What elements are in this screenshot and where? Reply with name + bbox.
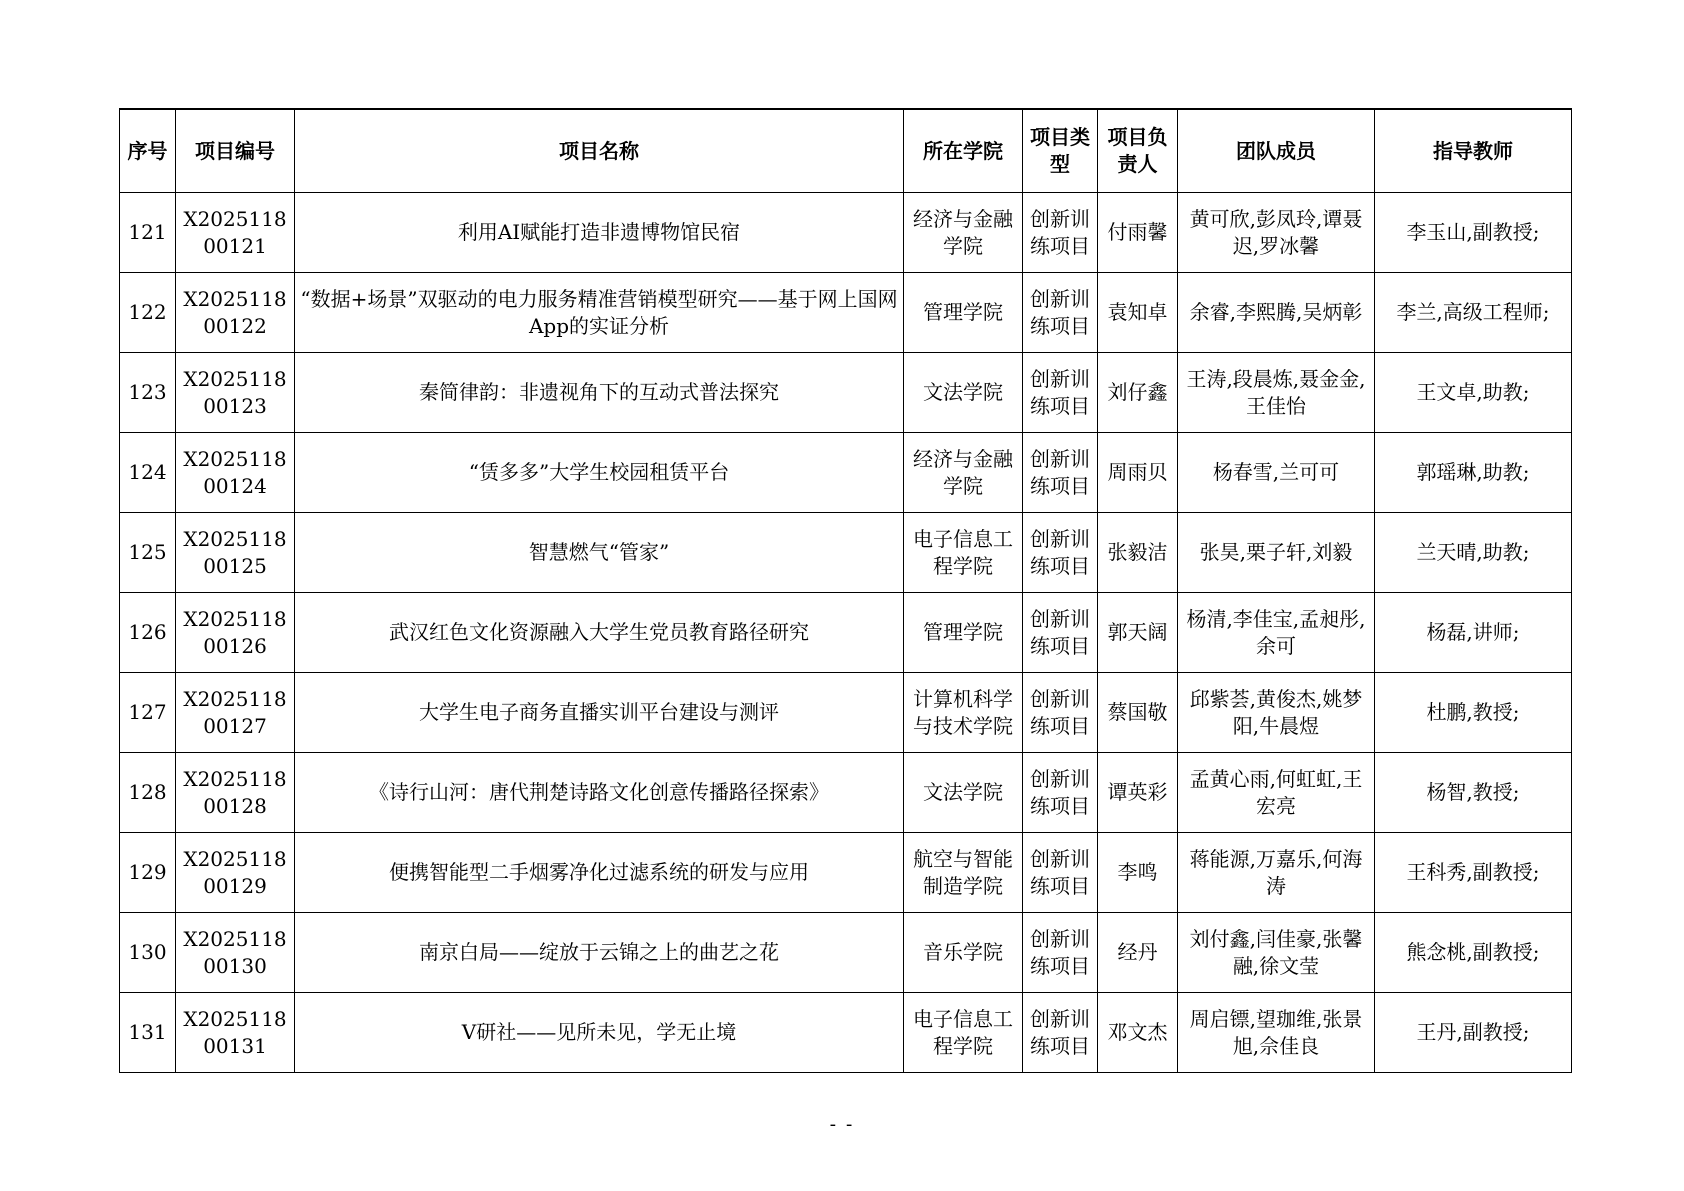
table-row [120,193,1572,273]
table-row [120,753,1572,833]
cell-type: 创新训练项目 [1023,433,1098,513]
cell-advisor: 王科秀,副教授; [1375,833,1572,913]
cell-leader: 付雨馨 [1098,193,1178,273]
cell-code: X202511800129 [176,833,295,913]
cell-code: X202511800121 [176,193,295,273]
header-type: 项目类型 [1023,109,1098,193]
cell-leader: 袁知卓 [1098,273,1178,353]
table-row [120,673,1572,753]
cell-code: X202511800126 [176,593,295,673]
cell-members: 余睿,李熙腾,吴炳彰 [1178,273,1375,353]
cell-type: 创新训练项目 [1023,913,1098,993]
cell-code: X202511800122 [176,273,295,353]
cell-members: 孟黄心雨,何虹虹,王宏亮 [1178,753,1375,833]
cell-code: X202511800125 [176,513,295,593]
cell-seq: 121 [120,193,176,273]
header-advisor: 指导教师 [1375,109,1572,193]
table-row [120,993,1572,1073]
cell-name: 大学生电子商务直播实训平台建设与测评 [295,673,904,753]
cell-type: 创新训练项目 [1023,513,1098,593]
cell-college: 文法学院 [904,753,1023,833]
cell-college: 经济与金融学院 [904,193,1023,273]
cell-leader: 谭英彩 [1098,753,1178,833]
cell-advisor: 熊念桃,副教授; [1375,913,1572,993]
header-college: 所在学院 [904,109,1023,193]
cell-type: 创新训练项目 [1023,273,1098,353]
cell-name: 《诗行山河：唐代荆楚诗路文化创意传播路径探索》 [295,753,904,833]
table-row [120,353,1572,433]
table-row [120,273,1572,353]
cell-college: 管理学院 [904,273,1023,353]
cell-code: X202511800124 [176,433,295,513]
cell-seq: 126 [120,593,176,673]
table-body [120,193,1572,1073]
cell-type: 创新训练项目 [1023,753,1098,833]
header-name: 项目名称 [295,109,904,193]
cell-leader: 刘仔鑫 [1098,353,1178,433]
cell-type: 创新训练项目 [1023,353,1098,433]
cell-leader: 蔡国敬 [1098,673,1178,753]
cell-members: 刘付鑫,闫佳豪,张馨融,徐文莹 [1178,913,1375,993]
cell-college: 文法学院 [904,353,1023,433]
cell-seq: 127 [120,673,176,753]
cell-members: 杨清,李佳宝,孟昶彤,余可 [1178,593,1375,673]
cell-college: 计算机科学与技术学院 [904,673,1023,753]
cell-leader: 经丹 [1098,913,1178,993]
project-table [119,108,1572,1073]
cell-advisor: 杨智,教授; [1375,753,1572,833]
header-seq: 序号 [120,109,176,193]
cell-members: 杨春雪,兰可可 [1178,433,1375,513]
cell-code: X202511800127 [176,673,295,753]
table-row [120,593,1572,673]
cell-advisor: 王丹,副教授; [1375,993,1572,1073]
cell-name: 秦简律韵：非遗视角下的互动式普法探究 [295,353,904,433]
table-row [120,833,1572,913]
cell-members: 张昊,栗子轩,刘毅 [1178,513,1375,593]
cell-name: “数据+场景”双驱动的电力服务精准营销模型研究——基于网上国网App的实证分析 [295,273,904,353]
cell-seq: 129 [120,833,176,913]
cell-name: 智慧燃气“管家” [295,513,904,593]
cell-leader: 郭天阔 [1098,593,1178,673]
cell-seq: 122 [120,273,176,353]
cell-seq: 125 [120,513,176,593]
cell-advisor: 李兰,高级工程师; [1375,273,1572,353]
cell-seq: 123 [120,353,176,433]
cell-advisor: 杨磊,讲师; [1375,593,1572,673]
cell-name: V研社——见所未见，学无止境 [295,993,904,1073]
page-footer-mark: - - [829,1114,855,1135]
cell-seq: 124 [120,433,176,513]
table-row [120,913,1572,993]
cell-advisor: 杜鹏,教授; [1375,673,1572,753]
cell-advisor: 郭瑶琳,助教; [1375,433,1572,513]
cell-type: 创新训练项目 [1023,993,1098,1073]
cell-seq: 128 [120,753,176,833]
cell-leader: 邓文杰 [1098,993,1178,1073]
header-leader: 项目负责人 [1098,109,1178,193]
cell-leader: 周雨贝 [1098,433,1178,513]
cell-code: X202511800130 [176,913,295,993]
cell-advisor: 李玉山,副教授; [1375,193,1572,273]
cell-college: 管理学院 [904,593,1023,673]
cell-members: 蒋能源,万嘉乐,何海涛 [1178,833,1375,913]
cell-type: 创新训练项目 [1023,193,1098,273]
cell-name: 南京白局——绽放于云锦之上的曲艺之花 [295,913,904,993]
cell-code: X202511800131 [176,993,295,1073]
cell-college: 电子信息工程学院 [904,513,1023,593]
cell-type: 创新训练项目 [1023,593,1098,673]
cell-code: X202511800128 [176,753,295,833]
cell-name: 利用AI赋能打造非遗博物馆民宿 [295,193,904,273]
cell-college: 电子信息工程学院 [904,993,1023,1073]
cell-code: X202511800123 [176,353,295,433]
header-members: 团队成员 [1178,109,1375,193]
table-row [120,513,1572,593]
cell-name: “赁多多”大学生校园租赁平台 [295,433,904,513]
cell-seq: 130 [120,913,176,993]
cell-college: 经济与金融学院 [904,433,1023,513]
cell-type: 创新训练项目 [1023,673,1098,753]
header-code: 项目编号 [176,109,295,193]
table-row [120,433,1572,513]
cell-leader: 张毅洁 [1098,513,1178,593]
cell-advisor: 王文卓,助教; [1375,353,1572,433]
cell-advisor: 兰天晴,助教; [1375,513,1572,593]
cell-type: 创新训练项目 [1023,833,1098,913]
cell-seq: 131 [120,993,176,1073]
cell-college: 音乐学院 [904,913,1023,993]
cell-name: 便携智能型二手烟雾净化过滤系统的研发与应用 [295,833,904,913]
table-header-row [120,109,1572,193]
cell-members: 黄可欣,彭凤玲,谭聂迟,罗冰馨 [1178,193,1375,273]
cell-members: 邱紫荟,黄俊杰,姚梦阳,牛晨煜 [1178,673,1375,753]
cell-name: 武汉红色文化资源融入大学生党员教育路径研究 [295,593,904,673]
cell-members: 周启镖,望珈维,张景旭,佘佳良 [1178,993,1375,1073]
cell-members: 王涛,段晨炼,聂金金,王佳怡 [1178,353,1375,433]
cell-college: 航空与智能制造学院 [904,833,1023,913]
cell-leader: 李鸣 [1098,833,1178,913]
